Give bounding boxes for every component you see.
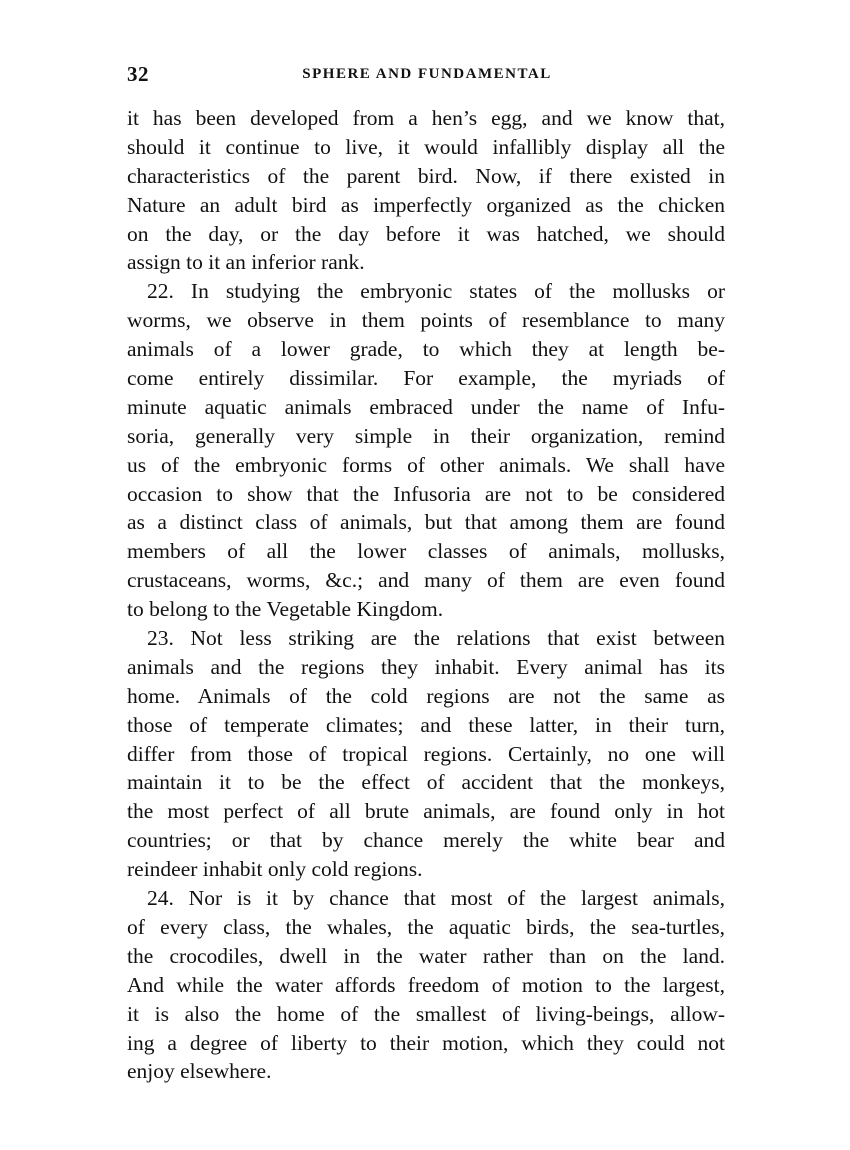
text-line: those of temperate climates; and these latter, in their turn, [127,712,725,737]
text-line: assign to it an inferior rank. [127,250,365,275]
running-title: SPHERE AND FUNDAMENTAL [302,66,552,82]
text-line: as a distinct class of animals, but that among them are found [127,510,725,535]
text-line: differ from those of tropical regions. Certainly, no one will [127,741,725,766]
text-line: crustaceans, worms, &c.; and many of them are even found [127,568,725,593]
text-line: soria, generally very simple in their organization, remind [127,423,725,448]
text-line [127,624,725,653]
text-line: on the day, or the day before it was hatched, we should [127,221,725,246]
text-segment: In studying the embryonic states of the mollusks or [173,279,725,304]
text-line: the most perfect of all brute animals, are found only in hot [127,799,725,824]
text-line: it is also the home of the smallest of living-beings, allow- [127,1001,725,1026]
text-line: it has been developed from a hen’s egg, and we know that, [127,106,725,130]
text-line: characteristics of the parent bird. Now, if there existed in [127,163,725,188]
paragraph-23 [127,624,725,884]
paragraph-continuation [127,104,725,277]
page-number: 32 [127,62,149,86]
text-line: us of the embryonic forms of other animals. We shall have [127,452,725,477]
text-line: the crocodiles, dwell in the water rather than on the land. [127,943,725,968]
text-line: And while the water affords freedom of motion to the largest, [127,972,725,997]
text-line: maintain it to be the effect of accident that the monkeys, [127,770,725,795]
page-header [127,62,727,86]
text-line: occasion to show that the Infusoria are not to be considered [127,481,725,506]
paragraph-22 [127,277,725,624]
text-line: ing a degree of liberty to their motion, which they could not [127,1030,725,1055]
text-line: minute aquatic animals embraced under the name of Infu- [127,394,725,419]
text-line: members of all the lower classes of animals, mollusks, [127,539,725,564]
text-line: come entirely dissimilar. For example, the myriads of [127,366,725,391]
text-segment: Not less striking are the relations that exist between [173,626,725,651]
text-line: to belong to the Vegetable Kingdom. [127,597,444,622]
text-line: enjoy elsewhere. [127,1059,272,1084]
text-line: home. Animals of the cold regions are not the same as [127,683,725,708]
text-line [127,884,725,913]
text-line: should it continue to live, it would infallibly display all the [127,134,725,159]
text-line: animals of a lower grade, to which they at length be- [127,337,725,362]
text-segment: Nor is it by chance that most of the largest animals, [173,886,725,911]
text-line: worms, we observe in them points of resemblance to many [127,308,725,333]
text-line: reindeer inhabit only cold regions. [127,857,423,882]
text-line: of every class, the whales, the aquatic birds, the sea-turtles, [127,914,725,939]
paragraph-number: 23. [147,626,174,651]
paragraph-number: 24. [147,886,174,911]
text-line: countries; or that by chance merely the white bear and [127,828,725,853]
paragraph-number: 22. [147,279,174,304]
text-line [127,277,725,306]
paragraph-24 [127,884,725,1086]
text-line: Nature an adult bird as imperfectly organized as the chicken [127,192,725,217]
text-line: animals and the regions they inhabit. Every animal has its [127,654,725,679]
body-text [127,104,725,1086]
